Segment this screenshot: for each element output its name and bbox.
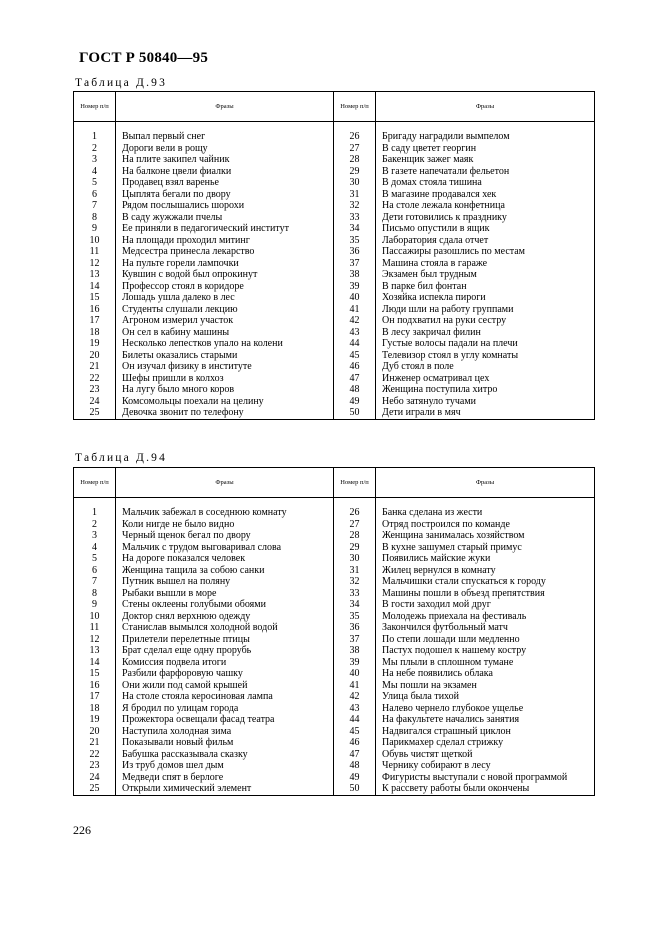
phrase-text: На пульте горели лампочки	[116, 258, 334, 270]
row-number: 17	[74, 691, 116, 703]
phrase-text: Отряд построился по команде	[376, 519, 595, 531]
phrase-text: В парке бил фонтан	[376, 281, 595, 293]
phrase-text: Он подхватил на руки сестру	[376, 315, 595, 327]
phrase-text: В газете напечатали фельетон	[376, 166, 595, 178]
row-number: 43	[334, 703, 376, 715]
phrase-text: Пассажиры разошлись по местам	[376, 246, 595, 258]
row-number: 18	[74, 327, 116, 339]
table-row	[74, 726, 595, 738]
row-number: 41	[334, 680, 376, 692]
phrase-text: На небе появились облака	[376, 668, 595, 680]
row-number: 34	[334, 223, 376, 235]
column-header-number: Номер п/п	[74, 468, 116, 498]
phrase-text: Доктор снял верхнюю одежду	[116, 611, 334, 623]
table-row	[74, 246, 595, 258]
phrase-text: Рядом послышались шорохи	[116, 200, 334, 212]
row-number: 20	[74, 726, 116, 738]
phrase-text: Разбили фарфоровую чашку	[116, 668, 334, 680]
row-number: 24	[74, 396, 116, 408]
row-number: 25	[74, 783, 116, 795]
row-number: 48	[334, 384, 376, 396]
table-row	[74, 315, 595, 327]
table-row	[74, 200, 595, 212]
phrase-text: Выпал первый снег	[116, 131, 334, 143]
phrase-text: Лошадь ушла далеко в лес	[116, 292, 334, 304]
row-number: 2	[74, 143, 116, 155]
table-row	[74, 269, 595, 281]
phrase-text: Мальчик забежал в соседнюю комнату	[116, 507, 334, 519]
row-number: 33	[334, 212, 376, 224]
table-caption-d94: Таблица Д.94	[75, 452, 168, 464]
phrase-text: Бабушка рассказывала сказку	[116, 749, 334, 761]
phrase-text: Налево чернело глубокое ущелье	[376, 703, 595, 715]
page-header: ГОСТ Р 50840—95	[79, 50, 209, 66]
row-number: 4	[74, 542, 116, 554]
row-number: 36	[334, 622, 376, 634]
phrase-text: На плите закипел чайник	[116, 154, 334, 166]
phrase-text: Дороги вели в рощу	[116, 143, 334, 155]
row-number: 13	[74, 645, 116, 657]
row-number: 22	[74, 749, 116, 761]
phrase-text: В саду цветет георгин	[376, 143, 595, 155]
row-number: 25	[74, 407, 116, 419]
phrase-text: В саду жужжали пчелы	[116, 212, 334, 224]
table-row	[74, 507, 595, 519]
phrase-text: Жилец вернулся в комнату	[376, 565, 595, 577]
row-number: 37	[334, 258, 376, 270]
phrase-text: Цыплята бегали по двору	[116, 189, 334, 201]
row-number: 44	[334, 338, 376, 350]
row-number: 45	[334, 726, 376, 738]
row-number: 21	[74, 737, 116, 749]
row-number: 48	[334, 760, 376, 772]
phrase-text: Мы плыли в сплошном тумане	[376, 657, 595, 669]
phrase-text: Телевизор стоял в углу комнаты	[376, 350, 595, 362]
phrases-table-d94	[73, 467, 595, 796]
phrase-text: Мальчик с трудом выговаривал слова	[116, 542, 334, 554]
phrase-text: Люди шли на работу группами	[376, 304, 595, 316]
table-row	[74, 166, 595, 178]
row-number: 24	[74, 772, 116, 784]
row-number: 16	[74, 680, 116, 692]
table-row	[74, 384, 595, 396]
table-row	[74, 542, 595, 554]
phrase-text: Парикмахер сделал стрижку	[376, 737, 595, 749]
table-row	[74, 588, 595, 600]
phrase-text: Кувшин с водой был опрокинут	[116, 269, 334, 281]
row-number: 2	[74, 519, 116, 531]
row-number: 50	[334, 783, 376, 795]
phrase-text: Письмо опустили в ящик	[376, 223, 595, 235]
table-row	[74, 680, 595, 692]
row-number: 38	[334, 645, 376, 657]
row-number: 21	[74, 361, 116, 373]
phrase-text: Женщина тащила за собою санки	[116, 565, 334, 577]
table-row	[74, 749, 595, 761]
row-number: 36	[334, 246, 376, 258]
row-number: 28	[334, 530, 376, 542]
table-row	[74, 361, 595, 373]
row-number: 15	[74, 292, 116, 304]
phrase-text: Прилетели перелетные птицы	[116, 634, 334, 646]
row-number: 11	[74, 622, 116, 634]
row-number: 20	[74, 350, 116, 362]
row-number: 19	[74, 338, 116, 350]
phrase-text: Показывали новый фильм	[116, 737, 334, 749]
row-number: 32	[334, 200, 376, 212]
row-number: 40	[334, 668, 376, 680]
row-number: 49	[334, 396, 376, 408]
column-header-number: Номер п/п	[74, 92, 116, 122]
row-number: 17	[74, 315, 116, 327]
phrase-text: Фигуристы выступали с новой программой	[376, 772, 595, 784]
column-header-number: Номер п/п	[334, 92, 376, 122]
table-row	[74, 327, 595, 339]
row-number: 6	[74, 565, 116, 577]
phrase-text: В лесу закричал филин	[376, 327, 595, 339]
phrase-text: Ее приняли в педагогический институт	[116, 223, 334, 235]
phrase-text: Брат сделал еще одну прорубь	[116, 645, 334, 657]
phrase-text: В магазине продавался хек	[376, 189, 595, 201]
phrase-text: Небо затянуло тучами	[376, 396, 595, 408]
phrase-text: В кухне зашумел старый примус	[376, 542, 595, 554]
phrase-text: Станислав вымылся холодной водой	[116, 622, 334, 634]
phrase-text: На лугу было много коров	[116, 384, 334, 396]
phrase-text: Мальчишки стали спускаться к городу	[376, 576, 595, 588]
row-number: 46	[334, 361, 376, 373]
table-row	[74, 143, 595, 155]
row-number: 13	[74, 269, 116, 281]
table-row	[74, 530, 595, 542]
row-number: 44	[334, 714, 376, 726]
row-number: 5	[74, 177, 116, 189]
row-number: 8	[74, 588, 116, 600]
phrase-text: На дороге показался человек	[116, 553, 334, 565]
table-row	[74, 281, 595, 293]
row-number: 14	[74, 657, 116, 669]
table-row	[74, 407, 595, 419]
row-number: 9	[74, 599, 116, 611]
phrase-text: На столе лежала конфетница	[376, 200, 595, 212]
row-number: 34	[334, 599, 376, 611]
table-row	[74, 703, 595, 715]
row-number: 14	[74, 281, 116, 293]
phrase-text: Закончился футбольный матч	[376, 622, 595, 634]
row-number: 29	[334, 166, 376, 178]
row-number: 31	[334, 189, 376, 201]
table-row	[74, 519, 595, 531]
row-number: 37	[334, 634, 376, 646]
row-number: 45	[334, 350, 376, 362]
row-number: 40	[334, 292, 376, 304]
phrase-text: На площади проходил митинг	[116, 235, 334, 247]
table-row	[74, 258, 595, 270]
row-number: 23	[74, 384, 116, 396]
phrase-text: Продавец взял варенье	[116, 177, 334, 189]
page-number: 226	[73, 823, 91, 837]
phrase-text: Профессор стоял в коридоре	[116, 281, 334, 293]
phrase-text: Обувь чистят щеткой	[376, 749, 595, 761]
table-row	[74, 292, 595, 304]
phrase-text: Инженер осматривал цех	[376, 373, 595, 385]
phrase-text: Женщина занималась хозяйством	[376, 530, 595, 542]
row-number: 30	[334, 553, 376, 565]
row-number: 10	[74, 611, 116, 623]
phrase-text: Девочка звонит по телефону	[116, 407, 334, 419]
table-row	[74, 737, 595, 749]
table-row	[74, 645, 595, 657]
row-number: 1	[74, 131, 116, 143]
phrase-text: Появились майские жуки	[376, 553, 595, 565]
phrase-text: Билеты оказались старыми	[116, 350, 334, 362]
phrase-text: Машина стояла в гараже	[376, 258, 595, 270]
row-number: 12	[74, 634, 116, 646]
table-row	[74, 783, 595, 795]
table-row	[74, 235, 595, 247]
phrase-text: На балконе цвели фиалки	[116, 166, 334, 178]
phrase-text: Стены оклеены голубыми обоями	[116, 599, 334, 611]
row-number: 47	[334, 373, 376, 385]
row-number: 38	[334, 269, 376, 281]
row-number: 35	[334, 235, 376, 247]
row-number: 19	[74, 714, 116, 726]
row-number: 41	[334, 304, 376, 316]
row-number: 39	[334, 657, 376, 669]
table-row	[74, 657, 595, 669]
row-number: 31	[334, 565, 376, 577]
phrase-text: Дуб стоял в поле	[376, 361, 595, 373]
table-row	[74, 396, 595, 408]
row-number: 10	[74, 235, 116, 247]
phrase-text: Коли нигде не было видно	[116, 519, 334, 531]
row-number: 27	[334, 143, 376, 155]
table-row	[74, 668, 595, 680]
phrase-text: В домах стояла тишина	[376, 177, 595, 189]
row-number: 46	[334, 737, 376, 749]
row-number: 23	[74, 760, 116, 772]
phrase-text: Шефы пришли в колхоз	[116, 373, 334, 385]
phrase-text: Комиссия подвела итоги	[116, 657, 334, 669]
table-body	[74, 122, 595, 420]
row-number: 7	[74, 200, 116, 212]
phrases-table-d93	[73, 91, 595, 420]
phrase-text: Я бродил по улицам города	[116, 703, 334, 715]
phrase-text: Мы пошли на экзамен	[376, 680, 595, 692]
row-number: 30	[334, 177, 376, 189]
row-number: 33	[334, 588, 376, 600]
phrase-text: Экзамен был трудным	[376, 269, 595, 281]
phrase-text: Чернику собирают в лесу	[376, 760, 595, 772]
table-row	[74, 154, 595, 166]
phrase-text: Бакенщик зажег маяк	[376, 154, 595, 166]
table-row	[74, 304, 595, 316]
table-row	[74, 338, 595, 350]
phrase-text: Улица была тихой	[376, 691, 595, 703]
row-number: 16	[74, 304, 116, 316]
phrase-text: Студенты слушали лекцию	[116, 304, 334, 316]
phrase-text: Прожектора освещали фасад театра	[116, 714, 334, 726]
table-row	[74, 634, 595, 646]
table-row	[74, 553, 595, 565]
row-number: 47	[334, 749, 376, 761]
table-row	[74, 223, 595, 235]
phrase-text: Густые волосы падали на плечи	[376, 338, 595, 350]
table-row	[74, 189, 595, 201]
table-row	[74, 177, 595, 189]
row-number: 4	[74, 166, 116, 178]
table-row	[74, 565, 595, 577]
table-row	[74, 714, 595, 726]
row-number: 42	[334, 315, 376, 327]
row-number: 1	[74, 507, 116, 519]
phrase-text: Надвигался страшный циклон	[376, 726, 595, 738]
phrase-text: Открыли химический элемент	[116, 783, 334, 795]
row-number: 26	[334, 507, 376, 519]
table-row	[74, 691, 595, 703]
phrase-text: Он изучал физику в институте	[116, 361, 334, 373]
table-row	[74, 760, 595, 772]
table-row	[74, 373, 595, 385]
phrase-text: В гости заходил мой друг	[376, 599, 595, 611]
phrase-text: Из труб домов шел дым	[116, 760, 334, 772]
column-header-phrases: Фразы	[376, 468, 595, 498]
row-number: 39	[334, 281, 376, 293]
table-row	[74, 350, 595, 362]
column-header-phrases: Фразы	[376, 92, 595, 122]
row-number: 11	[74, 246, 116, 258]
phrase-text: Банка сделана из жести	[376, 507, 595, 519]
table-row	[74, 131, 595, 143]
phrase-text: Он сел в кабину машины	[116, 327, 334, 339]
table-row	[74, 611, 595, 623]
phrase-text: Дети готовились к празднику	[376, 212, 595, 224]
table-row	[74, 576, 595, 588]
row-number: 43	[334, 327, 376, 339]
phrase-text: Рыбаки вышли в море	[116, 588, 334, 600]
table-caption-d93: Таблица Д.93	[75, 77, 168, 89]
row-number: 29	[334, 542, 376, 554]
row-number: 3	[74, 530, 116, 542]
phrase-text: Черный щенок бегал по двору	[116, 530, 334, 542]
row-number: 32	[334, 576, 376, 588]
column-header-phrases: Фразы	[116, 468, 334, 498]
row-number: 50	[334, 407, 376, 419]
row-number: 26	[334, 131, 376, 143]
row-number: 15	[74, 668, 116, 680]
table-row	[74, 212, 595, 224]
phrase-text: Дети играли в мяч	[376, 407, 595, 419]
column-header-phrases: Фразы	[116, 92, 334, 122]
phrase-text: Путник вышел на поляну	[116, 576, 334, 588]
phrase-text: Наступила холодная зима	[116, 726, 334, 738]
phrase-text: Молодежь приехала на фестиваль	[376, 611, 595, 623]
table-body	[74, 498, 595, 796]
row-number: 6	[74, 189, 116, 201]
phrase-text: Лаборатория сдала отчет	[376, 235, 595, 247]
row-number: 27	[334, 519, 376, 531]
phrase-text: Агроном измерил участок	[116, 315, 334, 327]
row-number: 42	[334, 691, 376, 703]
phrase-text: Комсомольцы поехали на целину	[116, 396, 334, 408]
phrase-text: На факультете начались занятия	[376, 714, 595, 726]
row-number: 22	[74, 373, 116, 385]
phrase-text: По степи лошади шли медленно	[376, 634, 595, 646]
phrase-text: Бригаду наградили вымпелом	[376, 131, 595, 143]
phrase-text: К рассвету работы были окончены	[376, 783, 595, 795]
row-number: 18	[74, 703, 116, 715]
row-number: 49	[334, 772, 376, 784]
row-number: 12	[74, 258, 116, 270]
table-row	[74, 622, 595, 634]
row-number: 35	[334, 611, 376, 623]
phrase-text: Они жили под самой крышей	[116, 680, 334, 692]
table-row	[74, 599, 595, 611]
phrase-text: Машины пошли в объезд препятствия	[376, 588, 595, 600]
table-row	[74, 772, 595, 784]
phrase-text: Медсестра принесла лекарство	[116, 246, 334, 258]
phrase-text: Хозяйка испекла пироги	[376, 292, 595, 304]
phrase-text: На столе стояла керосиновая лампа	[116, 691, 334, 703]
phrase-text: Несколько лепестков упало на колени	[116, 338, 334, 350]
column-header-number: Номер п/п	[334, 468, 376, 498]
row-number: 28	[334, 154, 376, 166]
row-number: 7	[74, 576, 116, 588]
row-number: 3	[74, 154, 116, 166]
row-number: 8	[74, 212, 116, 224]
phrase-text: Пастух подошел к нашему костру	[376, 645, 595, 657]
phrase-text: Женщина поступила хитро	[376, 384, 595, 396]
phrase-text: Медведи спят в берлоге	[116, 772, 334, 784]
row-number: 5	[74, 553, 116, 565]
row-number: 9	[74, 223, 116, 235]
